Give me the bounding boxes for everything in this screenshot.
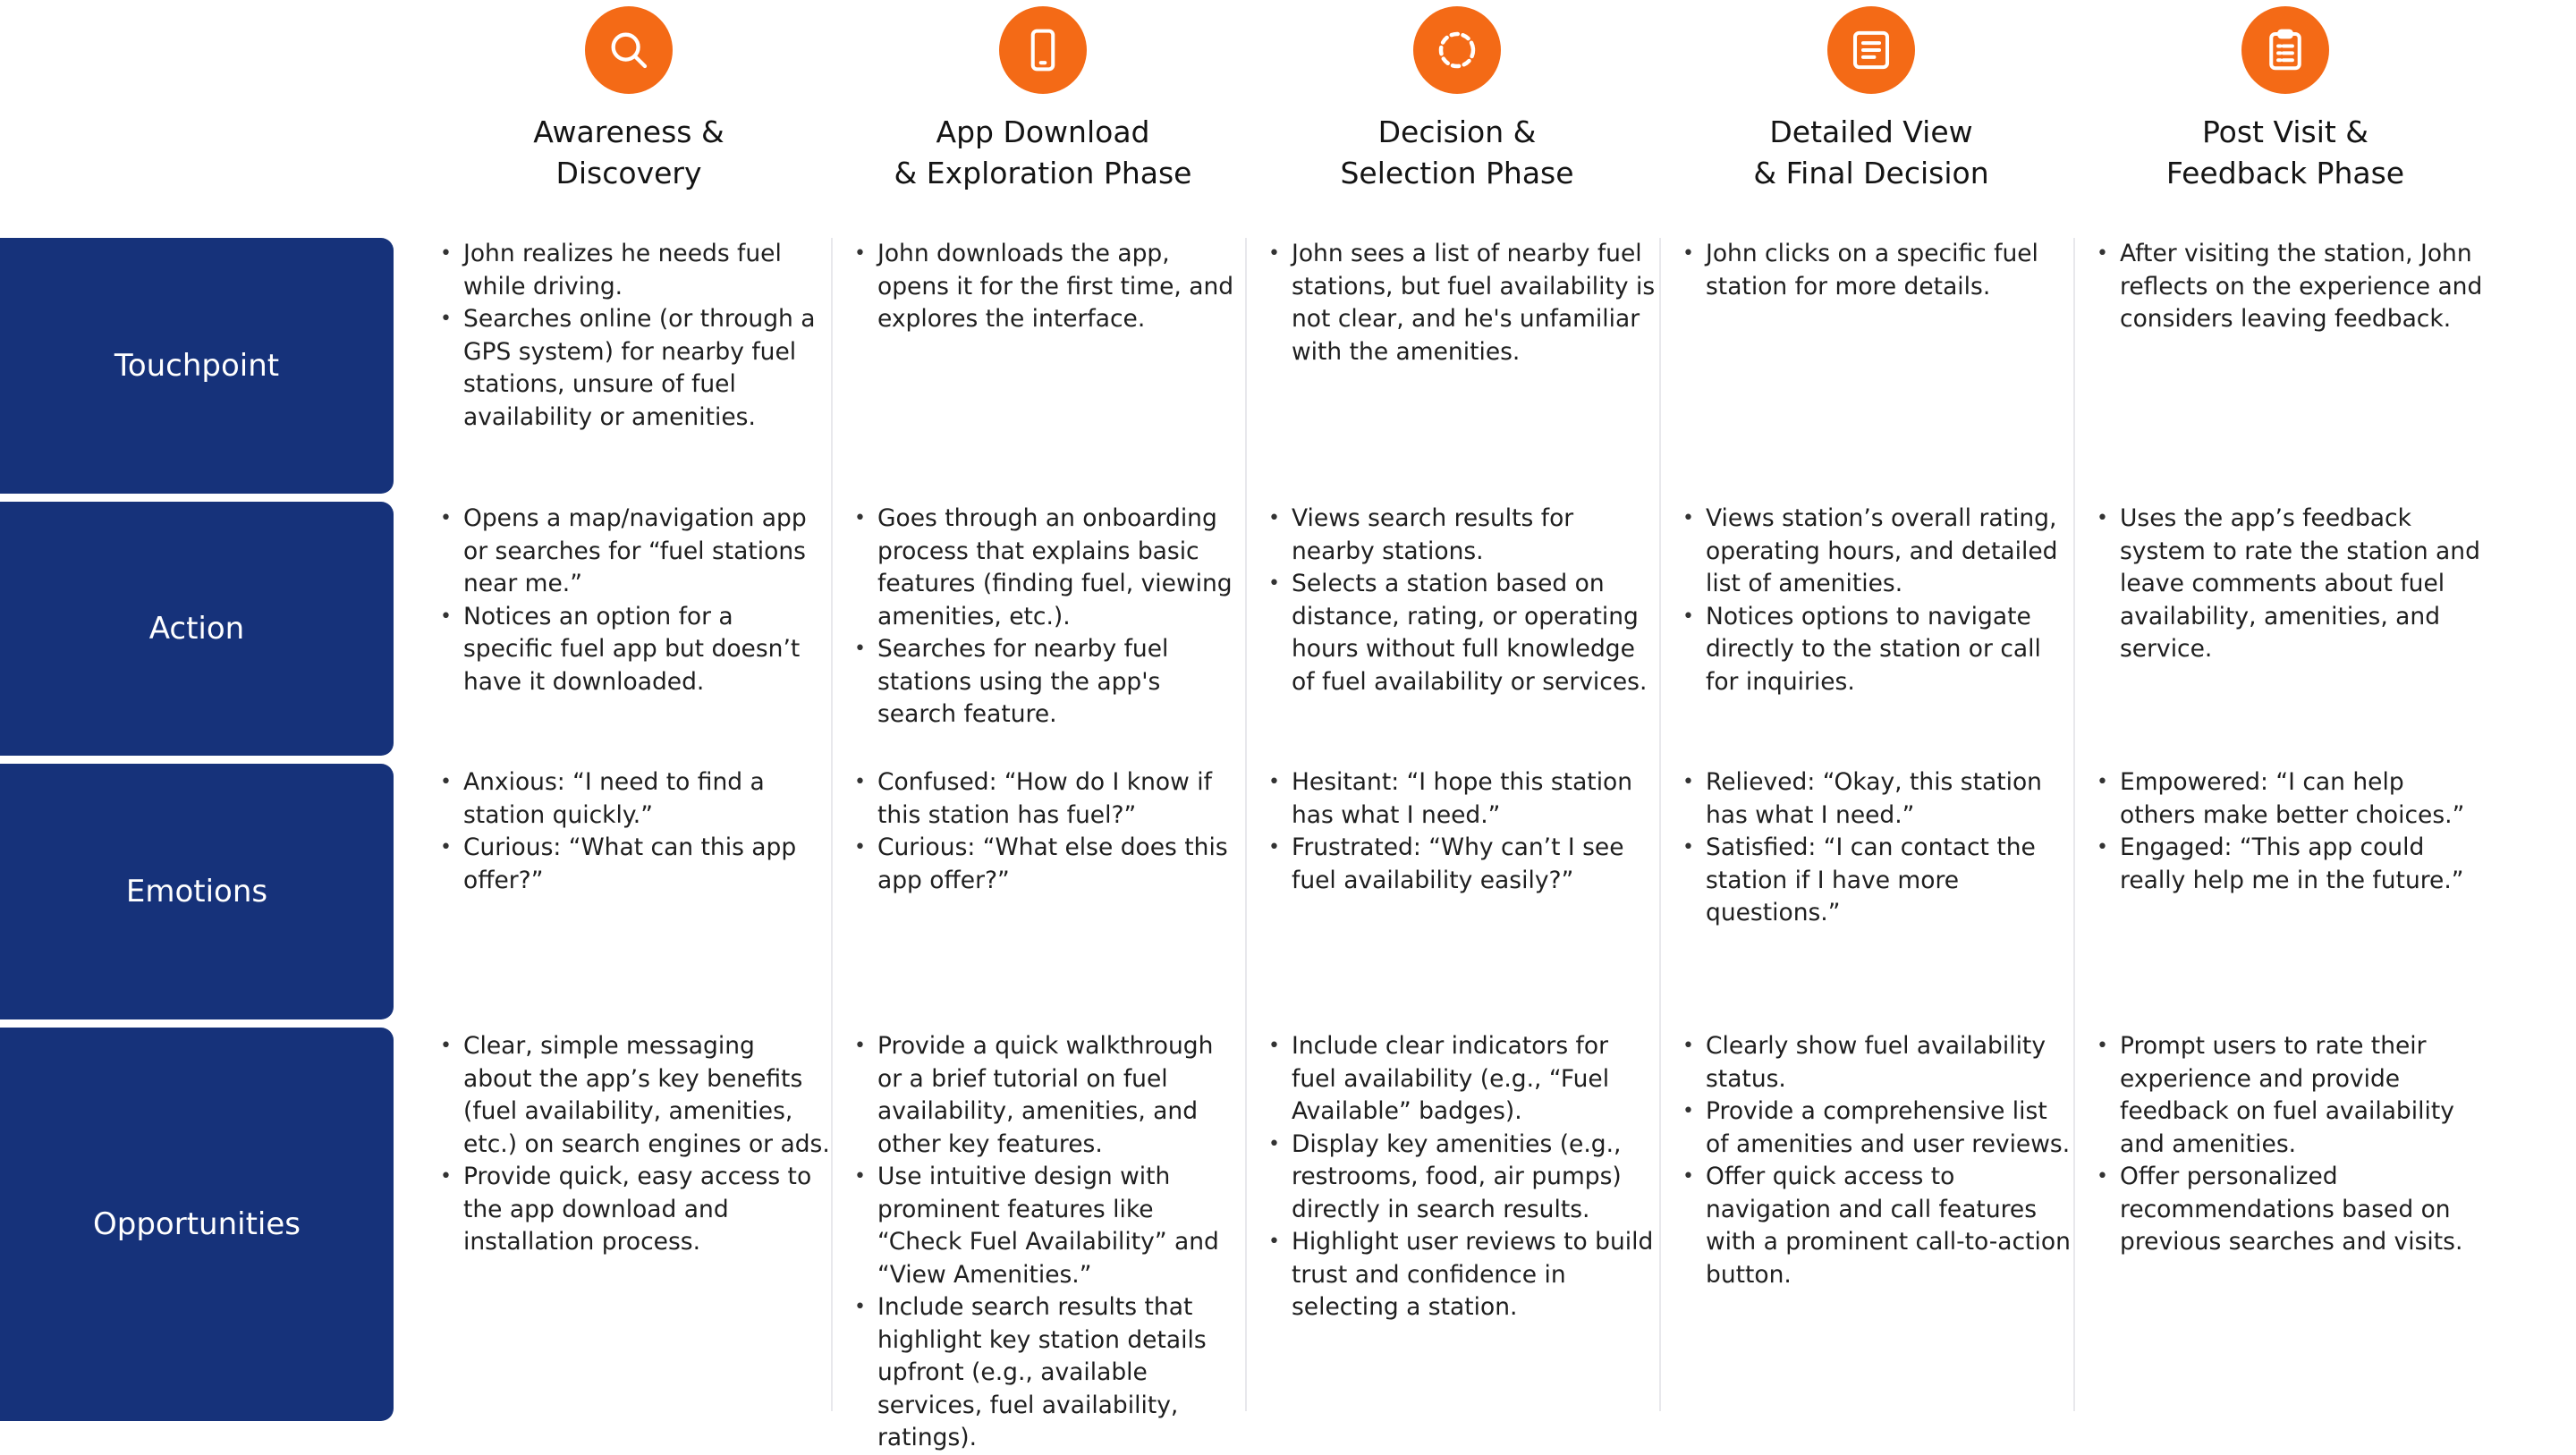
row-label-opportunities: Opportunities [0,1028,394,1421]
column-divider [1659,238,1661,1411]
bullet-item: • Curious: “What can this app offer?” [436,832,830,897]
bullet-list [436,766,830,897]
bullet-item: • Goes through an onboarding process that explains basic features (finding fuel, viewing amenities, etc.). [851,503,1244,633]
bullet-list [1265,1030,1658,1324]
bullet-item: • Curious: “What else does this app offer?” [851,832,1244,897]
cell-action-phase-5 [2093,503,2487,666]
bullet-item: • Display key amenities (e.g., restrooms, food, air pumps) directly in search results. [1265,1129,1658,1227]
bullet-item: • Views station’s overall rating, operating hours, and detailed list of amenities. [1679,503,2072,601]
row-label-action: Action [0,502,394,756]
bullet-list [436,238,830,434]
loading-circle-icon [1413,6,1501,94]
phase-title: App Download & Exploration Phase [894,114,1192,190]
phase-header-detailed-view [1665,0,2078,234]
cell-opportunities-phase-4 [1679,1030,2072,1291]
bullet-list [851,238,1244,336]
phase-header-app-download [836,0,1250,234]
phase-header-decision [1250,0,1664,234]
bullet-item: • Empowered: “I can help others make better choices.” [2093,766,2487,832]
cell-touchpoint-phase-2 [851,238,1244,336]
search-icon [585,6,673,94]
cell-action-phase-1 [436,503,830,698]
bullet-item: • Views search results for nearby stations. [1265,503,1658,568]
phase-header-awareness [422,0,835,234]
bullet-list [2093,503,2487,666]
bullet-item: • Satisfied: “I can contact the station if I have more questions.” [1679,832,2072,930]
bullet-item: • Provide a quick walkthrough or a brief tutorial on fuel availability, amenities, and other key features. [851,1030,1244,1161]
bullet-item: • Hesitant: “I hope this station has what I need.” [1265,766,1658,832]
cell-action-phase-2 [851,503,1244,732]
cell-touchpoint-phase-3 [1265,238,1658,368]
smartphone-icon [999,6,1087,94]
bullet-list [2093,1030,2487,1259]
cell-action-phase-4 [1679,503,2072,698]
bullet-item: • Opens a map/navigation app or searches for “fuel stations near me.” [436,503,830,601]
phase-title: Detailed View & Final Decision [1753,114,1989,190]
bullet-list [436,503,830,698]
bullet-item: • Use intuitive design with prominent features like “Check Fuel Availability” and “View Amenities.” [851,1161,1244,1291]
cell-action-phase-3 [1265,503,1658,698]
bullet-item: • Engaged: “This app could really help me in the future.” [2093,832,2487,897]
bullet-list [436,1030,830,1259]
clipboard-icon [2241,6,2329,94]
bullet-item: • Searches for nearby fuel stations using the app's search feature. [851,633,1244,732]
cell-touchpoint-phase-4 [1679,238,2072,303]
bullet-list [2093,238,2487,336]
cell-emotions-phase-4 [1679,766,2072,930]
bullet-item: • Uses the app’s feedback system to rate the station and leave comments about fuel availability, amenities, and service. [2093,503,2487,666]
column-divider [831,238,833,1411]
bullet-item: • Anxious: “I need to find a station quickly.” [436,766,830,832]
bullet-item: • Prompt users to rate their experience and provide feedback on fuel availability and amenities. [2093,1030,2487,1161]
column-divider [2073,238,2075,1411]
bullet-list [1679,766,2072,930]
bullet-item: • Confused: “How do I know if this station has fuel?” [851,766,1244,832]
bullet-item: • Offer personalized recommendations based on previous searches and visits. [2093,1161,2487,1259]
bullet-list [1265,503,1658,698]
phase-title: Post Visit & Feedback Phase [2165,114,2405,190]
bullet-item: • John clicks on a specific fuel station for more details. [1679,238,2072,303]
cell-opportunities-phase-1 [436,1030,830,1259]
bullet-item: • Highlight user reviews to build trust and confidence in selecting a station. [1265,1226,1658,1324]
row-label-emotions: Emotions [0,764,394,1019]
cell-touchpoint-phase-5 [2093,238,2487,336]
bullet-item: • Offer quick access to navigation and call features with a prominent call-to-action button. [1679,1161,2072,1291]
cell-touchpoint-phase-1 [436,238,830,434]
row-label-touchpoint: Touchpoint [0,238,394,494]
phase-title: Awareness & Discovery [533,114,724,190]
bullet-item: • John sees a list of nearby fuel stations, but fuel availability is not clear, and he's unfamiliar with the amenities. [1265,238,1658,368]
cell-emotions-phase-2 [851,766,1244,897]
cell-opportunities-phase-2 [851,1030,1244,1455]
bullet-list [851,503,1244,732]
bullet-item: • Relieved: “Okay, this station has what I need.” [1679,766,2072,832]
bullet-list [1679,238,2072,303]
bullet-item: • Provide quick, easy access to the app download and installation process. [436,1161,830,1259]
column-divider [1245,238,1247,1411]
cell-opportunities-phase-3 [1265,1030,1658,1324]
bullet-item: • Frustrated: “Why can’t I see fuel availability easily?” [1265,832,1658,897]
bullet-list [2093,766,2487,897]
phase-title: Decision & Selection Phase [1340,114,1574,190]
cell-opportunities-phase-5 [2093,1030,2487,1259]
bullet-list [1679,503,2072,698]
cell-emotions-phase-3 [1265,766,1658,897]
bullet-item: • Clearly show fuel availability status. [1679,1030,2072,1095]
bullet-list [1265,766,1658,897]
cell-emotions-phase-5 [2093,766,2487,897]
bullet-item: • After visiting the station, John reflects on the experience and considers leaving feedback. [2093,238,2487,336]
bullet-item: • Searches online (or through a GPS system) for nearby fuel stations, unsure of fuel availability or amenities. [436,303,830,434]
phase-header-post-visit [2079,0,2492,234]
bullet-list [851,1030,1244,1455]
bullet-item: • Clear, simple messaging about the app’s key benefits (fuel availability, amenities, etc.) on search engines or ads. [436,1030,830,1161]
bullet-item: • Include clear indicators for fuel availability (e.g., “Fuel Available” badges). [1265,1030,1658,1129]
cell-emotions-phase-1 [436,766,830,897]
bullet-item: • Selects a station based on distance, rating, or operating hours without full knowledge of fuel availability or services. [1265,568,1658,698]
document-list-icon [1827,6,1915,94]
bullet-item: • Notices options to navigate directly to the station or call for inquiries. [1679,601,2072,699]
bullet-item: • Provide a comprehensive list of amenities and user reviews. [1679,1095,2072,1161]
bullet-item: • John realizes he needs fuel while driving. [436,238,830,303]
bullet-item: • Notices an option for a specific fuel app but doesn’t have it downloaded. [436,601,830,699]
bullet-list [1679,1030,2072,1291]
bullet-list [851,766,1244,897]
bullet-item: • John downloads the app, opens it for the first time, and explores the interface. [851,238,1244,336]
bullet-item: • Include search results that highlight key station details upfront (e.g., available services, fuel availability, ratings). [851,1291,1244,1455]
bullet-list [1265,238,1658,368]
